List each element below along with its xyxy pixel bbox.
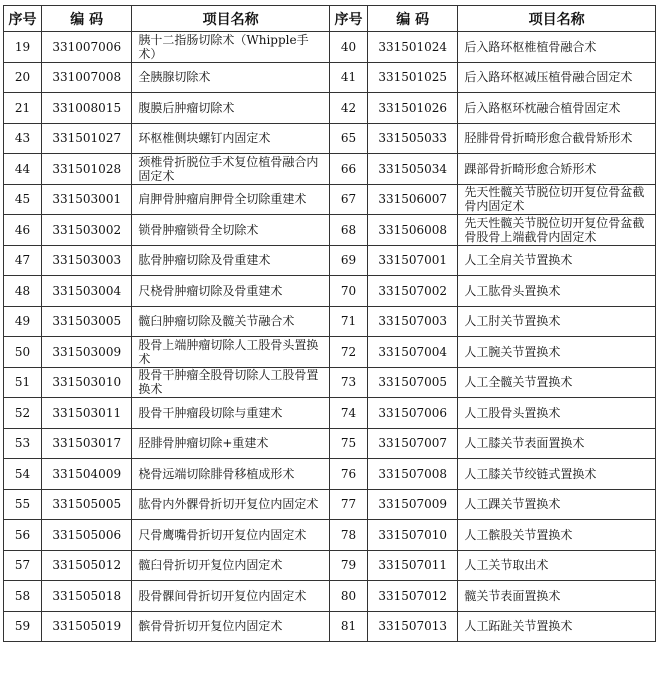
cell-name-left: 肱骨内外髁骨折切开复位内固定术 [132, 489, 330, 520]
header-name-left: 项目名称 [132, 6, 330, 32]
header-name-right: 项目名称 [458, 6, 656, 32]
cell-code-left: 331504009 [42, 459, 132, 490]
cell-name-left: 股骨髁间骨折切开复位内固定术 [132, 581, 330, 612]
cell-code-right: 331507011 [368, 550, 458, 581]
table-row [4, 520, 656, 551]
cell-code-left: 331503004 [42, 276, 132, 307]
table-row [4, 32, 656, 63]
cell-seq-left: 51 [4, 367, 42, 398]
header-code-right: 编 码 [368, 6, 458, 32]
table-row [4, 459, 656, 490]
table-row [4, 93, 656, 124]
cell-seq-left: 21 [4, 93, 42, 124]
cell-name-left: 股骨干肿瘤全股骨切除人工股骨置换术 [132, 367, 330, 398]
cell-seq-right: 40 [329, 32, 367, 63]
header-code-left: 编 码 [42, 6, 132, 32]
cell-seq-right: 68 [329, 215, 367, 246]
cell-name-left: 股骨干肿瘤段切除与重建术 [132, 398, 330, 429]
cell-seq-left: 58 [4, 581, 42, 612]
cell-name-right: 人工肘关节置换术 [458, 306, 656, 337]
table-header [4, 6, 656, 32]
cell-code-left: 331503002 [42, 215, 132, 246]
cell-name-left: 锁骨肿瘤锁骨全切除术 [132, 215, 330, 246]
cell-seq-left: 19 [4, 32, 42, 63]
cell-code-right: 331507013 [368, 611, 458, 642]
table-row [4, 62, 656, 93]
table-row [4, 489, 656, 520]
table-body [4, 32, 656, 642]
table-row [4, 215, 656, 246]
cell-seq-right: 76 [329, 459, 367, 490]
table-row [4, 306, 656, 337]
cell-name-left: 胰十二指肠切除术（Whipple手术） [132, 32, 330, 63]
cell-seq-left: 56 [4, 520, 42, 551]
cell-name-right: 人工膝关节表面置换术 [458, 428, 656, 459]
cell-seq-left: 57 [4, 550, 42, 581]
cell-name-right: 人工踝关节置换术 [458, 489, 656, 520]
cell-seq-left: 53 [4, 428, 42, 459]
cell-code-right: 331507004 [368, 337, 458, 368]
cell-seq-left: 47 [4, 245, 42, 276]
cell-seq-right: 71 [329, 306, 367, 337]
cell-code-left: 331007008 [42, 62, 132, 93]
cell-seq-left: 45 [4, 184, 42, 215]
cell-code-right: 331507009 [368, 489, 458, 520]
cell-code-left: 331501028 [42, 154, 132, 185]
table-row [4, 276, 656, 307]
cell-name-left: 颈椎骨折脱位手术复位植骨融合内固定术 [132, 154, 330, 185]
table-row [4, 245, 656, 276]
table-row [4, 184, 656, 215]
cell-name-right: 人工全髋关节置换术 [458, 367, 656, 398]
cell-seq-right: 70 [329, 276, 367, 307]
cell-seq-left: 46 [4, 215, 42, 246]
cell-name-right: 人工腕关节置换术 [458, 337, 656, 368]
table-row [4, 550, 656, 581]
cell-seq-left: 50 [4, 337, 42, 368]
cell-seq-left: 55 [4, 489, 42, 520]
cell-seq-right: 41 [329, 62, 367, 93]
cell-code-left: 331007006 [42, 32, 132, 63]
cell-code-left: 331503001 [42, 184, 132, 215]
cell-seq-right: 66 [329, 154, 367, 185]
cell-name-right: 后入路环枢椎植骨融合术 [458, 32, 656, 63]
cell-seq-left: 43 [4, 123, 42, 154]
header-row [4, 6, 656, 32]
procedure-code-table [3, 5, 656, 642]
cell-seq-right: 81 [329, 611, 367, 642]
cell-name-right: 后入路环枢减压植骨融合固定术 [458, 62, 656, 93]
cell-name-right: 后入路枢环枕融合植骨固定术 [458, 93, 656, 124]
cell-seq-right: 78 [329, 520, 367, 551]
table-row [4, 337, 656, 368]
cell-seq-right: 72 [329, 337, 367, 368]
table-row [4, 367, 656, 398]
table-row [4, 398, 656, 429]
cell-name-right: 髋关节表面置换术 [458, 581, 656, 612]
cell-code-right: 331507007 [368, 428, 458, 459]
table-row [4, 581, 656, 612]
cell-name-left: 髋臼骨折切开复位内固定术 [132, 550, 330, 581]
table-row [4, 611, 656, 642]
cell-code-left: 331008015 [42, 93, 132, 124]
cell-seq-right: 74 [329, 398, 367, 429]
cell-name-right: 先天性髋关节脱位切开复位骨盆截骨股骨上端截骨内固定术 [458, 215, 656, 246]
header-seq-right: 序号 [329, 6, 367, 32]
cell-name-right: 人工膝关节绞链式置换术 [458, 459, 656, 490]
cell-code-left: 331505012 [42, 550, 132, 581]
cell-seq-left: 20 [4, 62, 42, 93]
cell-code-right: 331507003 [368, 306, 458, 337]
cell-code-right: 331507002 [368, 276, 458, 307]
cell-name-left: 桡骨远端切除腓骨移植成形术 [132, 459, 330, 490]
cell-code-right: 331507010 [368, 520, 458, 551]
cell-seq-right: 65 [329, 123, 367, 154]
cell-code-right: 331507006 [368, 398, 458, 429]
cell-name-right: 先天性髋关节脱位切开复位骨盆截骨内固定术 [458, 184, 656, 215]
cell-name-left: 环枢椎侧块螺钉内固定术 [132, 123, 330, 154]
cell-name-right: 人工跖趾关节置换术 [458, 611, 656, 642]
cell-name-left: 尺骨鹰嘴骨折切开复位内固定术 [132, 520, 330, 551]
table-row [4, 154, 656, 185]
cell-code-left: 331503011 [42, 398, 132, 429]
cell-code-right: 331507005 [368, 367, 458, 398]
cell-name-right: 人工髌股关节置换术 [458, 520, 656, 551]
cell-code-right: 331505034 [368, 154, 458, 185]
cell-code-left: 331503003 [42, 245, 132, 276]
cell-name-left: 肱骨肿瘤切除及骨重建术 [132, 245, 330, 276]
cell-name-left: 股骨上端肿瘤切除人工股骨头置换术 [132, 337, 330, 368]
cell-name-right: 踝部骨折畸形愈合矫形术 [458, 154, 656, 185]
cell-code-left: 331501027 [42, 123, 132, 154]
cell-code-right: 331507008 [368, 459, 458, 490]
cell-code-left: 331503010 [42, 367, 132, 398]
cell-code-left: 331503005 [42, 306, 132, 337]
header-seq-left: 序号 [4, 6, 42, 32]
cell-seq-left: 54 [4, 459, 42, 490]
cell-name-right: 人工全肩关节置换术 [458, 245, 656, 276]
cell-name-right: 人工关节取出术 [458, 550, 656, 581]
cell-code-right: 331505033 [368, 123, 458, 154]
cell-seq-left: 49 [4, 306, 42, 337]
cell-code-left: 331505006 [42, 520, 132, 551]
cell-seq-right: 77 [329, 489, 367, 520]
cell-name-right: 人工股骨头置换术 [458, 398, 656, 429]
cell-code-left: 331503017 [42, 428, 132, 459]
cell-code-right: 331506008 [368, 215, 458, 246]
cell-name-right: 人工肱骨头置换术 [458, 276, 656, 307]
cell-code-right: 331501024 [368, 32, 458, 63]
cell-seq-right: 80 [329, 581, 367, 612]
table-row [4, 123, 656, 154]
cell-name-left: 全胰腺切除术 [132, 62, 330, 93]
cell-code-left: 331505018 [42, 581, 132, 612]
cell-seq-left: 59 [4, 611, 42, 642]
cell-seq-right: 67 [329, 184, 367, 215]
cell-code-right: 331501026 [368, 93, 458, 124]
cell-code-right: 331501025 [368, 62, 458, 93]
cell-name-left: 肩胛骨肿瘤肩胛骨全切除重建术 [132, 184, 330, 215]
table-row [4, 428, 656, 459]
cell-seq-right: 69 [329, 245, 367, 276]
cell-name-left: 尺桡骨肿瘤切除及骨重建术 [132, 276, 330, 307]
cell-name-left: 髋臼肿瘤切除及髋关节融合术 [132, 306, 330, 337]
cell-code-right: 331507012 [368, 581, 458, 612]
cell-seq-right: 42 [329, 93, 367, 124]
cell-seq-right: 73 [329, 367, 367, 398]
cell-code-left: 331505005 [42, 489, 132, 520]
cell-seq-left: 48 [4, 276, 42, 307]
cell-seq-left: 44 [4, 154, 42, 185]
cell-seq-right: 79 [329, 550, 367, 581]
cell-code-left: 331505019 [42, 611, 132, 642]
cell-seq-right: 75 [329, 428, 367, 459]
cell-code-right: 331507001 [368, 245, 458, 276]
cell-code-right: 331506007 [368, 184, 458, 215]
cell-code-left: 331503009 [42, 337, 132, 368]
cell-name-left: 腹膜后肿瘤切除术 [132, 93, 330, 124]
cell-name-right: 胫腓骨骨折畸形愈合截骨矫形术 [458, 123, 656, 154]
cell-name-left: 髌骨骨折切开复位内固定术 [132, 611, 330, 642]
cell-seq-left: 52 [4, 398, 42, 429]
cell-name-left: 胫腓骨肿瘤切除+重建术 [132, 428, 330, 459]
